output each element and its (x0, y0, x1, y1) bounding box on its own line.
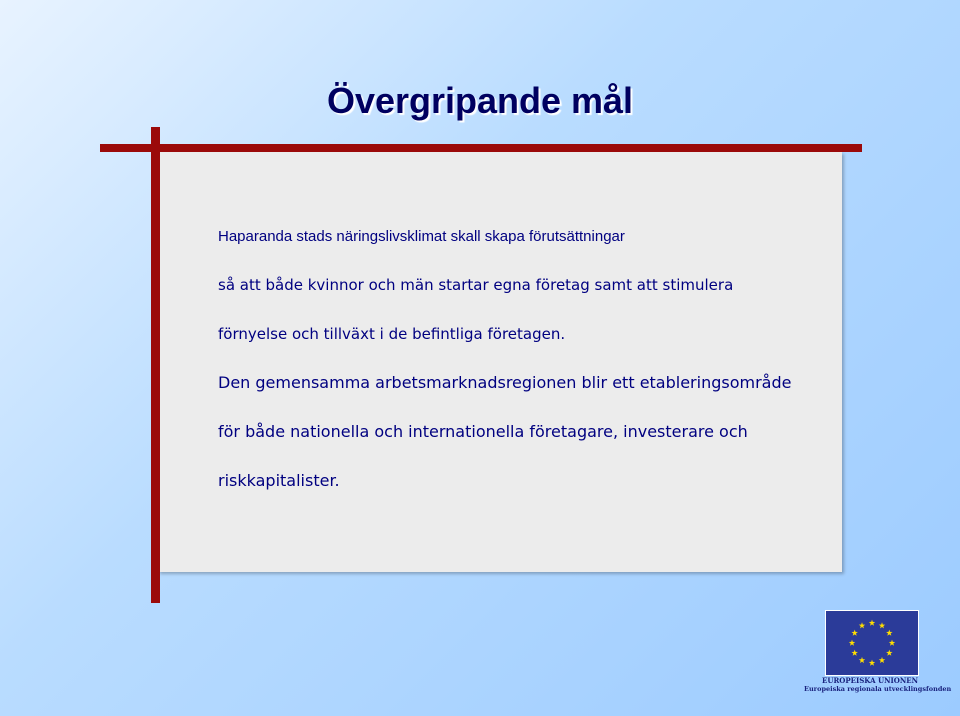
eu-caption-fund: Europeiska regionala utvecklingsfonden (804, 685, 952, 693)
eu-stars-circle (826, 611, 918, 675)
eu-star-icon (849, 640, 855, 646)
eu-star-icon (879, 657, 885, 663)
paragraph-line: Haparanda stads näringslivsklimat skall skapa förutsättningar (218, 228, 625, 245)
accent-bar-horizontal (100, 144, 862, 152)
eu-star-icon (869, 620, 875, 626)
eu-star-icon (886, 650, 892, 656)
eu-star-icon (851, 650, 857, 656)
eu-star-icon (859, 657, 865, 663)
paragraph-line: för både nationella och internationella företagare, investerare och (218, 422, 748, 441)
eu-star-icon (869, 660, 875, 666)
eu-flag-icon (825, 610, 919, 676)
paragraph-line: så att både kvinnor och män startar egna företag samt att stimulera (218, 276, 734, 294)
eu-star-icon (851, 630, 857, 636)
paragraph-line: Den gemensamma arbetsmarknadsregionen blir ett etableringsområde (218, 373, 792, 392)
eu-star-icon (886, 630, 892, 636)
eu-caption-union: EUROPEISKA UNIONEN (822, 676, 918, 685)
accent-bar-vertical (151, 127, 160, 603)
eu-star-icon (879, 622, 885, 628)
paragraph-line: förnyelse och tillväxt i de befintliga företagen. (218, 325, 566, 343)
eu-logo (804, 610, 952, 694)
paragraph-line: riskkapitalister. (218, 471, 340, 490)
paragraph-goals (218, 212, 733, 359)
eu-star-icon (859, 622, 865, 628)
slide-title: Övergripande mål (326, 80, 634, 121)
paragraph-region (218, 358, 791, 505)
eu-star-icon (889, 640, 895, 646)
